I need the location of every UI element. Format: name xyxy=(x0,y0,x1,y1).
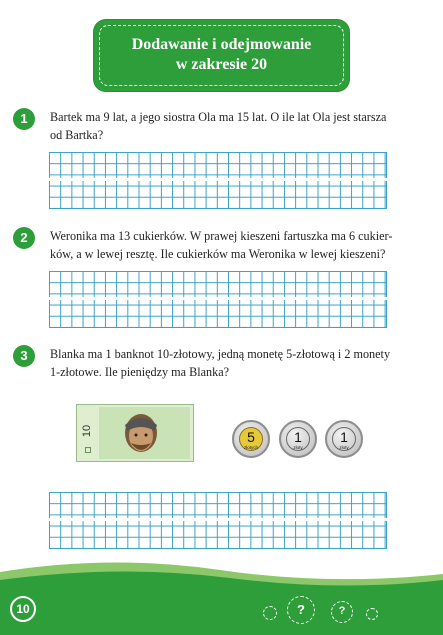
page-title xyxy=(94,35,349,75)
page-number: 10 xyxy=(10,596,36,622)
task-2-line-2: ków, a w lewej resztę. Ile cukierków ma Weronika w lewej kieszeni? xyxy=(50,247,386,261)
banknote-value: 10 xyxy=(81,424,94,438)
task-text-3 xyxy=(50,345,400,381)
coin-value: 1 xyxy=(294,429,302,445)
grid-separator xyxy=(49,297,388,300)
task-text-2 xyxy=(50,227,400,263)
task-1-line-2: od Bartka? xyxy=(50,128,104,142)
task-number-3: 3 xyxy=(13,345,35,367)
coin-caption: złotych xyxy=(243,445,258,450)
task-3-line-2: 1-złotowe. Ile pieniędzy ma Blanka? xyxy=(50,365,230,379)
title-line-1: Dodawanie i odejmowanie xyxy=(131,36,312,53)
title-line-2: w zakresie 20 xyxy=(175,56,268,73)
banknote-10-zloty xyxy=(76,404,194,462)
coin-value: 5 xyxy=(247,429,255,445)
task-text-1 xyxy=(50,108,400,144)
footer-deco-circle xyxy=(366,608,378,620)
task-number-1: 1 xyxy=(13,108,35,130)
coin-1-zloty xyxy=(279,420,317,458)
title-banner xyxy=(94,20,349,91)
portrait-icon xyxy=(115,409,167,459)
task-3-line-1: Blanka ma 1 banknot 10-złotowy, jedną monetę 5-złotową i 2 monety xyxy=(50,347,391,361)
grid-separator xyxy=(49,518,388,521)
coin-caption: złoty xyxy=(339,445,349,450)
banknote-mark xyxy=(85,447,91,453)
coin-caption: złoty xyxy=(293,445,303,450)
footer-wave xyxy=(0,560,443,635)
coin-5-zloty xyxy=(232,420,270,458)
grid-separator xyxy=(49,178,388,181)
task-2-line-1: Weronika ma 13 cukierków. W prawej kieszeni fartuszka ma 6 cukier- xyxy=(50,229,393,243)
footer-deco-circle xyxy=(263,606,277,620)
question-mark-icon: ? xyxy=(331,601,353,623)
task-1-line-1: Bartek ma 9 lat, a jego siostra Ola ma 15 lat. O ile lat Ola jest starsza xyxy=(50,110,387,124)
coin-value: 1 xyxy=(340,429,348,445)
question-mark-icon: ? xyxy=(287,596,315,624)
coin-1-zloty xyxy=(325,420,363,458)
task-number-2: 2 xyxy=(13,227,35,249)
